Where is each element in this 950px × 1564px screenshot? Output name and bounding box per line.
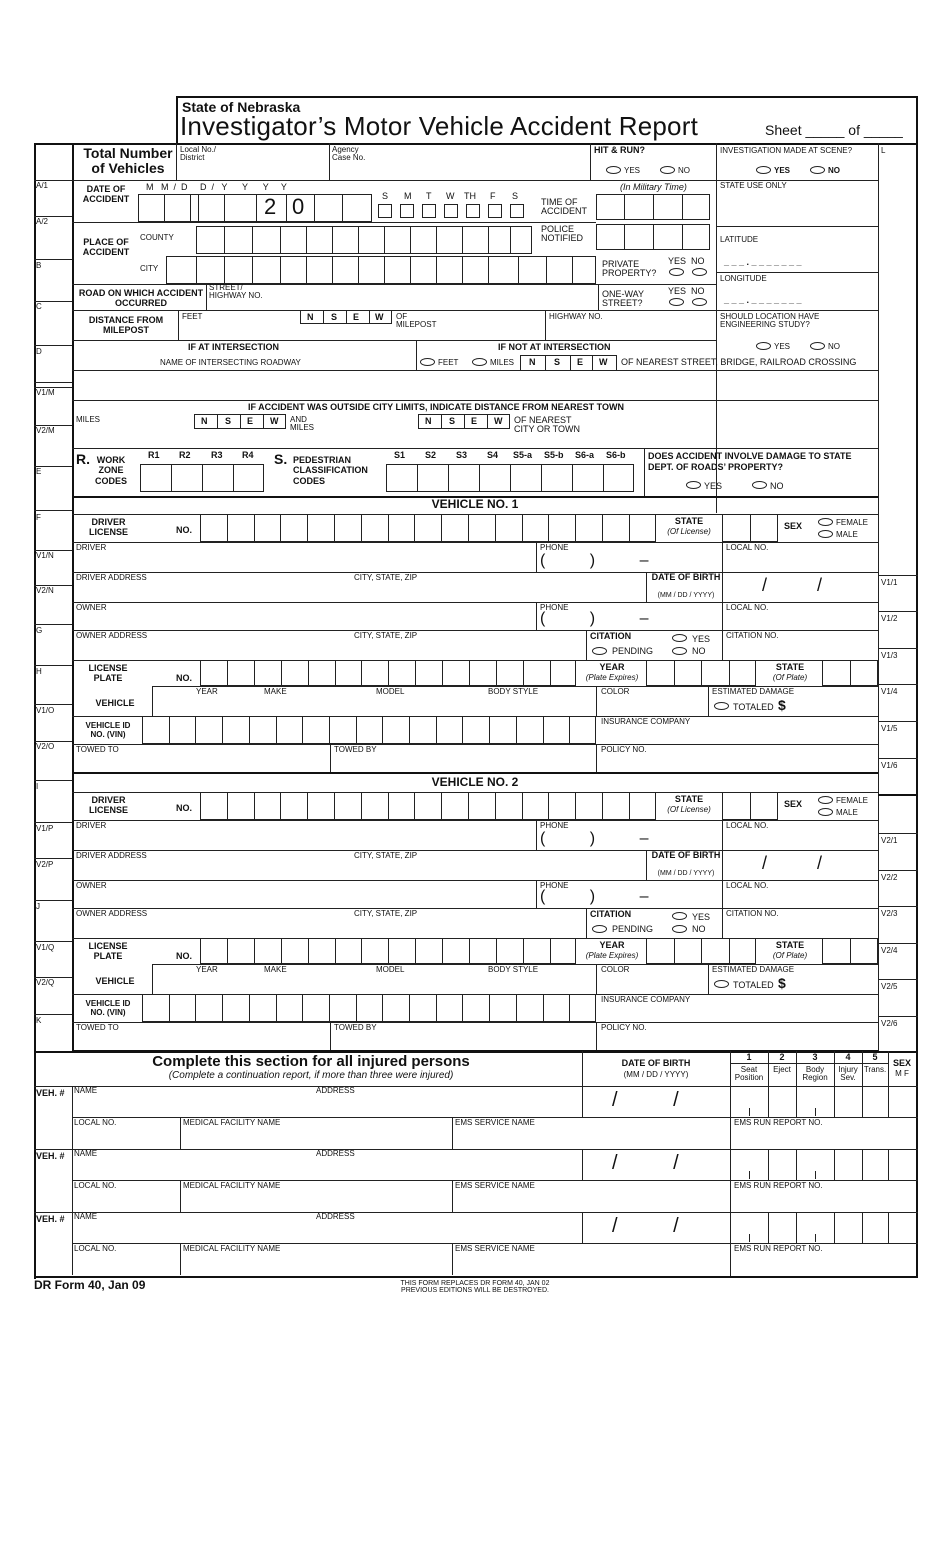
private-property-label: PRIVATE PROPERTY?	[602, 259, 657, 278]
vehicle-1-driver-license-label: DRIVER LICENSE	[88, 517, 128, 537]
miles-label: MILES	[76, 415, 101, 424]
longitude-mask: _ _ _ . _ _ _ _ _ _ _	[724, 295, 802, 305]
intersecting-roadway-label: NAME OF INTERSECTING ROADWAY	[160, 358, 301, 367]
hit-run-yes-radio[interactable]	[606, 166, 621, 174]
day-sun-checkbox[interactable]	[378, 204, 392, 218]
vehicle-2-driver-address-input[interactable]	[80, 864, 640, 878]
injured-title: Complete this section for all injured persons	[152, 1053, 470, 1070]
outside-city-label: IF ACCIDENT WAS OUTSIDE CITY LIMITS, INDICATE DISTANCE FROM NEAREST TOWN	[248, 402, 625, 412]
local-no-input[interactable]	[180, 164, 325, 178]
longitude-label: LONGITUDE	[720, 274, 767, 283]
vehicle-1-title: VEHICLE NO. 1	[431, 497, 519, 511]
private-yes-radio[interactable]	[669, 268, 684, 276]
city-label: CITY	[140, 264, 159, 273]
vehicle-2-license-plate-label: LICENSE PLATE	[88, 941, 128, 961]
injured-dob-label: DATE OF BIRTH	[621, 1058, 691, 1068]
vehicle-2-totaled-radio[interactable]	[714, 980, 729, 988]
scene-yes-radio[interactable]	[756, 166, 771, 174]
damage-no-radio[interactable]	[752, 481, 767, 489]
injured-3-dob: / /	[612, 1215, 679, 1237]
vehicle-1-citation-yes-radio[interactable]	[672, 634, 687, 642]
agency-case-input[interactable]	[372, 160, 587, 176]
injured-2-name-input[interactable]	[80, 1161, 570, 1175]
if-not-intersection: IF NOT AT INTERSECTION	[498, 342, 611, 352]
injured-2-dob: / /	[612, 1152, 679, 1174]
injured-3-name-input[interactable]	[80, 1224, 570, 1238]
engineering-no-radio[interactable]	[810, 342, 825, 350]
total-vehicles-label: Total Number of Vehicles	[83, 145, 173, 177]
form-previous: PREVIOUS EDITIONS WILL BE DESTROYED.	[401, 1287, 549, 1294]
vehicle-1-driver-address-input[interactable]	[80, 586, 640, 600]
vehicle-2-driver-phone: ( ) –	[540, 830, 649, 847]
road-label: ROAD ON WHICH ACCIDENT OCCURRED	[78, 288, 204, 309]
vehicle-2-license-input[interactable]	[200, 792, 656, 820]
nearest-city-label: OF NEAREST CITY OR TOWN	[514, 415, 581, 434]
intersection-feet-radio[interactable]	[420, 358, 435, 366]
hit-run-label: HIT & RUN?	[594, 145, 645, 155]
form-number: DR Form 40, Jan 09	[34, 1278, 146, 1292]
vehicle-1-vehicle-label: VEHICLE	[95, 698, 135, 708]
injured-1-name-input[interactable]	[80, 1098, 570, 1112]
agency-case-label: Agency Case No.	[332, 145, 366, 162]
vehicle-2-title: VEHICLE NO. 2	[431, 775, 519, 789]
of-milepost-label: OF MILEPOST	[396, 312, 437, 329]
sheet-label: Sheet _____ of _____	[765, 122, 903, 138]
vehicle-2-driver-input[interactable]	[80, 834, 530, 848]
injured-1-dob: / /	[612, 1089, 679, 1111]
engineering-study-label: SHOULD LOCATION HAVE ENGINEERING STUDY?	[720, 312, 820, 329]
time-label: TIME OF ACCIDENT	[541, 197, 588, 216]
county-input-box[interactable]	[196, 226, 532, 254]
local-no-label: Local No./ District	[180, 145, 217, 162]
vehicle-2-citation-no-radio[interactable]	[672, 925, 687, 933]
county-label: COUNTY	[140, 233, 174, 242]
vehicle-2-owner-phone: ( ) –	[540, 888, 649, 905]
investigation-scene-label: INVESTIGATION MADE AT SCENE?	[720, 146, 853, 155]
year-digit-0: 0	[292, 194, 305, 219]
if-at-intersection: IF AT INTERSECTION	[188, 342, 279, 352]
hit-run-no-radio[interactable]	[660, 166, 675, 174]
vehicle-1-vin-input[interactable]	[142, 716, 596, 744]
vehicle-1-citation-pending-radio[interactable]	[592, 647, 607, 655]
vehicle-2-driver-license-label: DRIVER LICENSE	[88, 795, 128, 815]
day-wed-checkbox[interactable]	[444, 204, 458, 218]
vehicle-2-vin-label: VEHICLE ID NO. (VIN)	[85, 999, 131, 1018]
vehicle-1-license-input[interactable]	[200, 514, 656, 542]
vehicle-1-totaled-radio[interactable]	[714, 702, 729, 710]
city-input-box[interactable]	[166, 256, 596, 284]
vehicle-1-license-plate-label: LICENSE PLATE	[88, 663, 128, 683]
one-way-no-radio[interactable]	[692, 298, 707, 306]
road-input[interactable]	[272, 292, 592, 308]
vehicle-1-female-radio[interactable]	[818, 518, 833, 526]
day-fri-checkbox[interactable]	[488, 204, 502, 218]
vehicle-1-driver-input[interactable]	[80, 556, 530, 570]
date-format: M M / D D / Y Y Y Y	[146, 182, 287, 192]
vehicle-2-owner-address-input[interactable]	[80, 922, 580, 936]
vehicle-1-owner-address-input[interactable]	[80, 644, 580, 658]
day-mon-checkbox[interactable]	[400, 204, 414, 218]
private-no-radio[interactable]	[692, 268, 707, 276]
sex-col-label: SEX	[892, 1058, 911, 1068]
vehicle-2-female-radio[interactable]	[818, 796, 833, 804]
l-code: L	[881, 146, 886, 155]
vehicle-2-vehicle-label: VEHICLE	[95, 976, 135, 986]
intersection-input[interactable]	[80, 380, 870, 396]
state-use-label: STATE USE ONLY	[720, 181, 787, 190]
vehicle-2-driver-dob: / /	[762, 853, 823, 873]
date-input-box[interactable]	[138, 194, 372, 222]
vehicle-1-vin-label: VEHICLE ID NO. (VIN)	[85, 721, 131, 740]
vehicle-1-owner-input[interactable]	[80, 616, 530, 630]
day-tue-checkbox[interactable]	[422, 204, 436, 218]
work-zone-label: WORK ZONE CODES	[94, 455, 127, 486]
latitude-mask: _ _ _ . _ _ _ _ _ _ _	[724, 257, 802, 267]
day-sat-checkbox[interactable]	[510, 204, 524, 218]
vehicle-1-male-radio[interactable]	[818, 530, 833, 538]
and-miles-label: AND MILES	[290, 415, 315, 432]
vehicle-1-driver-phone: ( ) –	[540, 552, 649, 569]
vehicle-1-owner-phone: ( ) –	[540, 610, 649, 627]
one-way-yes-radio[interactable]	[669, 298, 684, 306]
vehicle-2-citation-pending-radio[interactable]	[592, 925, 607, 933]
damage-roads-label: DOES ACCIDENT INVOLVE DAMAGE TO STATE DEPT. OF ROADS’ PROPERTY?	[648, 451, 852, 472]
distance-label: DISTANCE FROM MILEPOST	[88, 315, 164, 336]
pedestrian-label: PEDESTRIAN CLASSIFICATION CODES	[293, 455, 368, 486]
damage-yes-radio[interactable]	[686, 481, 701, 489]
form-replaces: THIS FORM REPLACES DR FORM 40, JAN 02	[400, 1280, 550, 1287]
r-label: R.	[76, 451, 90, 467]
injured-subtitle: (Complete a continuation report, if more than three were injured)	[168, 1070, 454, 1081]
s-label: S.	[274, 451, 288, 467]
intersection-miles-radio[interactable]	[472, 358, 487, 366]
vehicle-2-vin-input[interactable]	[142, 994, 596, 1022]
latitude-label: LATITUDE	[720, 235, 759, 244]
police-notified-label: POLICE NOTIFIED	[541, 224, 583, 243]
feet-label: FEET	[182, 312, 203, 321]
vehicle-2-owner-input[interactable]	[80, 894, 530, 908]
scene-no-radio[interactable]	[810, 166, 825, 174]
engineering-yes-radio[interactable]	[756, 342, 771, 350]
street-label: STREET/ HIGHWAY NO.	[209, 283, 263, 300]
highway-no-label: HIGHWAY NO.	[549, 312, 603, 321]
military-note: (In Military Time)	[620, 182, 687, 192]
header-rule	[176, 96, 918, 98]
place-label: PLACE OF ACCIDENT	[82, 237, 130, 257]
one-way-label: ONE-WAY STREET?	[602, 289, 644, 308]
vehicle-2-citation-yes-radio[interactable]	[672, 912, 687, 920]
day-thu-checkbox[interactable]	[466, 204, 480, 218]
nearest-street-label: OF NEAREST STREET, BRIDGE, RAILROAD CROSSING	[621, 357, 857, 367]
year-digit-2: 2	[264, 194, 277, 219]
report-title: Investigator’s Motor Vehicle Accident Report	[180, 111, 698, 141]
date-label: DATE OF ACCIDENT	[82, 184, 130, 204]
state-name: State of Nebraska	[182, 99, 301, 115]
vehicle-1-citation-no-radio[interactable]	[672, 647, 687, 655]
vehicle-1-driver-dob: / /	[762, 575, 823, 595]
vehicle-2-male-radio[interactable]	[818, 808, 833, 816]
